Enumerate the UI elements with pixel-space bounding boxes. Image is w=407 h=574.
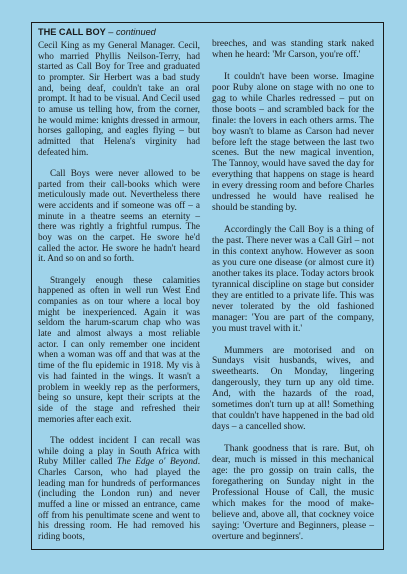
left-column (38, 41, 200, 543)
paragraph-text: . Charles Carson, who had played the leading man for hundreds of performances (including the London run) and never muffed a line or missed an entrance, came off from his penultimate scene and went to his dressing room. He had removed his riding boots, (38, 457, 200, 542)
header-continued: continued (115, 27, 156, 37)
play-title: The Edge o' Beyond (116, 457, 198, 468)
paragraph: Strangely enough these calamities happened as often in well run West End companies as on tour where a local boy might be inexperienced. Again it was seldom the harum-scarum chap who was late and almost always a most reliable actor. I can only remember one incident when a woman was off and that was at the time of the flu epidemic in 1918. My vis à vis had fainted in the wings. It wasn't a problem in weekly rep as the performers, being so unsure, kept their scripts at the side of the stage and refreshed their memories after each exit. (38, 275, 200, 425)
header-separator: – (105, 27, 116, 37)
paragraph: Call Boys were never allowed to be parted from their call-books which were meticulously made out. Nevertheless there were accidents and if someone was off – a minute in a theatre seems an eternity – there was rightly a frightful rumpus. The boy was on the carpet. He swore he'd called the actor. He swore he hadn't heard it. And so on and so forth. (38, 169, 200, 265)
paragraph: Thank goodness that is rare. But, oh dear, much is missed in this mechanical age: the pro gossip on train calls, the foregathering on Sunday night in the Professional House of Call, the music which makes for the mood of make-believe and, above all, that cockney voice saying: 'Overture and Beginners, please – overture and beginners'. (212, 444, 374, 542)
right-column (212, 39, 374, 543)
paragraph (38, 436, 200, 543)
running-header (38, 27, 376, 38)
paragraph: It couldn't have been worse. Imagine poor Ruby alone on stage with no one to gag to while Charles redressed – put on those boots – and scrambled back for the finale: the lovers in each others arms. The boy wasn't to blame as Carson had never before left the stage between the last two scenes. But the new magical invention, The Tannoy, would have saved the day for everything that happens on stage is heard in every dressing room and before Charles undressed he would have realised he should be standing by. (212, 71, 374, 214)
article-page (37, 27, 376, 545)
header-title: THE CALL BOY (38, 27, 106, 37)
paragraph: Mummers are motorised and on Sundays visit husbands, wives, and sweethearts. On Monday, lingering dangerously, they turn up any old time. And, with the hazards of the road, sometimes don't turn up at all! Something that couldn't have happened in the bad old days – a cancelled show. (212, 345, 374, 433)
paragraph-text: The oddest incident I can recall was while doing a play in South Africa with Ruby Miller called (38, 435, 200, 468)
paragraph: Accordingly the Call Boy is a thing of the past. There never was a Call Girl – not in this context anyhow. However as soon as you cure one disease (or almost cure it) another takes its place. Today actors brook tyrannical discipline on stage but consider they are entitled to a private life. This was never tolerated by the old fashioned manager: 'You are part of the company, you must travel with it.' (212, 225, 374, 334)
paragraph: Cecil King as my General Manager. Cecil, who married Phyllis Neilson-Terry, had started as Call Boy for Tree and graduated to prompter. Sir Herbert was a bad study and, being deaf, couldn't take an oral prompt. It had to be visual. And Cecil used to amuse us telling how, from the corner, he would mime: knights dressed in armour, horses galloping, and eagles flying – but admitted that Helena's virginity had defeated him. (38, 41, 200, 158)
paragraph: breeches, and was standing stark naked when he heard: 'Mr Carson, you're off.' (212, 39, 374, 60)
